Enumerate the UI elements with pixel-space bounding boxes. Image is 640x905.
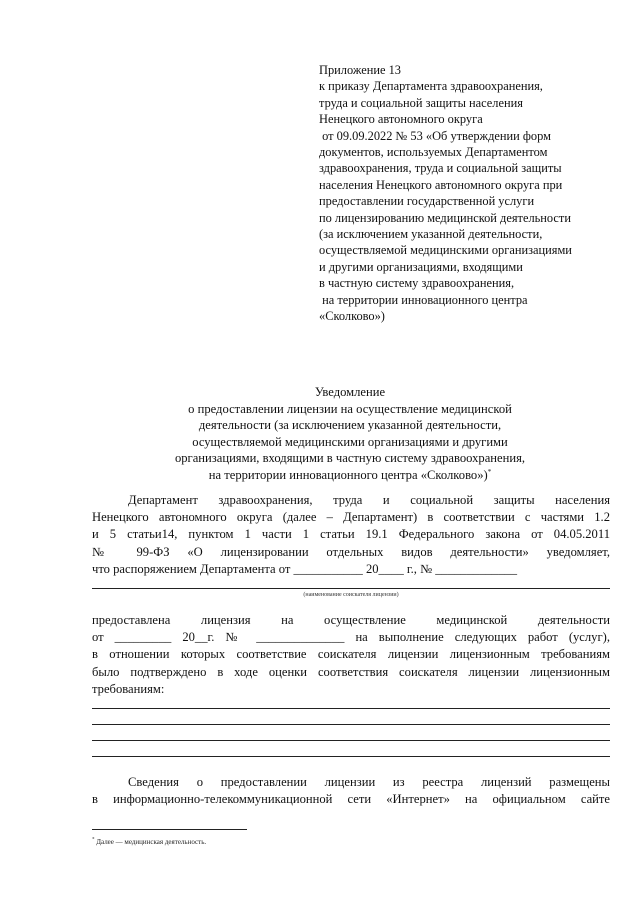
footnote-text: Далее — медицинская деятельность. [94, 838, 207, 846]
paragraph-line: в информационно-телекоммуникационной сети «Интернет» на официальном сайте [92, 792, 610, 807]
appendix-line: осуществляемой медицинскими организациями [319, 243, 572, 258]
appendix-block [319, 62, 619, 325]
paragraph-line: № 99-ФЗ «О лицензировании отдельных видов деятельности» уведомляет, [92, 544, 610, 559]
title-line: организациями, входящими в частную систему здравоохранения, [174, 451, 526, 466]
paragraph-line: Департамент здравоохранения, труда и социальной защиты населения [128, 493, 610, 507]
works-blank-line [92, 756, 610, 757]
appendix-line: в частную систему здравоохранения, [319, 276, 515, 291]
footnote-mark: * [487, 467, 492, 476]
appendix-line: предоставлении государственной услуги [319, 194, 535, 209]
works-blank-line [92, 724, 610, 725]
title-line: деятельности (за исключением указанной деятельности, [198, 418, 502, 433]
appendix-line: Ненецкого автономного округа [319, 112, 483, 127]
paragraph-registry [92, 774, 610, 808]
appendix-line: населения Ненецкого автономного округа при [319, 177, 563, 192]
appendix-line: (за исключением указанной деятельности, [319, 227, 543, 242]
applicant-name-line [92, 588, 610, 589]
appendix-line: здравоохранения, труда и социальной защиты [319, 161, 562, 176]
paragraph-line: Сведения о предоставлении лицензии из реестра лицензий размещены [128, 775, 610, 789]
paragraph-line: и 5 статьи14, пунктом 1 части 1 статьи 19.1 Федерального закона от 04.05.2011 [92, 527, 610, 542]
works-blank-line [92, 740, 610, 741]
footnote-marker: * [92, 837, 95, 843]
appendix-line: труда и социальной защиты населения [319, 95, 523, 110]
paragraph-department [92, 492, 610, 578]
title-line-text: на территории инновационного центра «Сколково») [208, 467, 488, 482]
paragraph-line: Ненецкого автономного округа (далее – Департамент) в соответствии с частями 1.2 [92, 510, 610, 525]
appendix-line: документов, используемых Департаментом [319, 145, 548, 160]
appendix-line: на территории инновационного центра [319, 292, 528, 307]
title-heading: Уведомление [314, 385, 386, 399]
title-line: осуществляемой медицинскими организациями и другими [192, 434, 508, 449]
paragraph-line: было подтверждено в ходе оценки соответствия соискателя лицензии лицензионным [92, 664, 610, 679]
paragraph-line: предоставлена лицензия на осуществление медицинской деятельности [92, 613, 610, 627]
appendix-line: к приказу Департамента здравоохранения, [319, 79, 543, 94]
title-line [90, 467, 610, 484]
footnote [92, 838, 206, 846]
paragraph-line: что распоряжением Департамента от ___________ 20____ г., № _____________ [92, 561, 518, 576]
works-blank-line [92, 708, 610, 709]
paragraph-line: требованиям: [92, 681, 165, 696]
appendix-line: Приложение 13 [319, 63, 401, 77]
paragraph-line: от _________ 20__г. № ______________ на выполнение следующих работ (услуг), [92, 630, 610, 645]
paragraph-line: в отношении которых соответствие соискателя лицензии лицензионным требованиям [92, 647, 610, 662]
appendix-line: и другими организациями, входящими [319, 259, 523, 274]
document-title [90, 384, 610, 484]
title-line: о предоставлении лицензии на осуществление медицинской [188, 401, 512, 416]
appendix-line: «Сколково») [319, 309, 385, 324]
appendix-line: по лицензированию медицинской деятельности [319, 210, 571, 225]
appendix-line: от 09.09.2022 № 53 «Об утверждении форм [319, 128, 551, 143]
paragraph-license [92, 612, 610, 698]
footnote-separator [92, 829, 247, 830]
applicant-name-caption: (наименование соискателя лицензии) [303, 592, 399, 598]
